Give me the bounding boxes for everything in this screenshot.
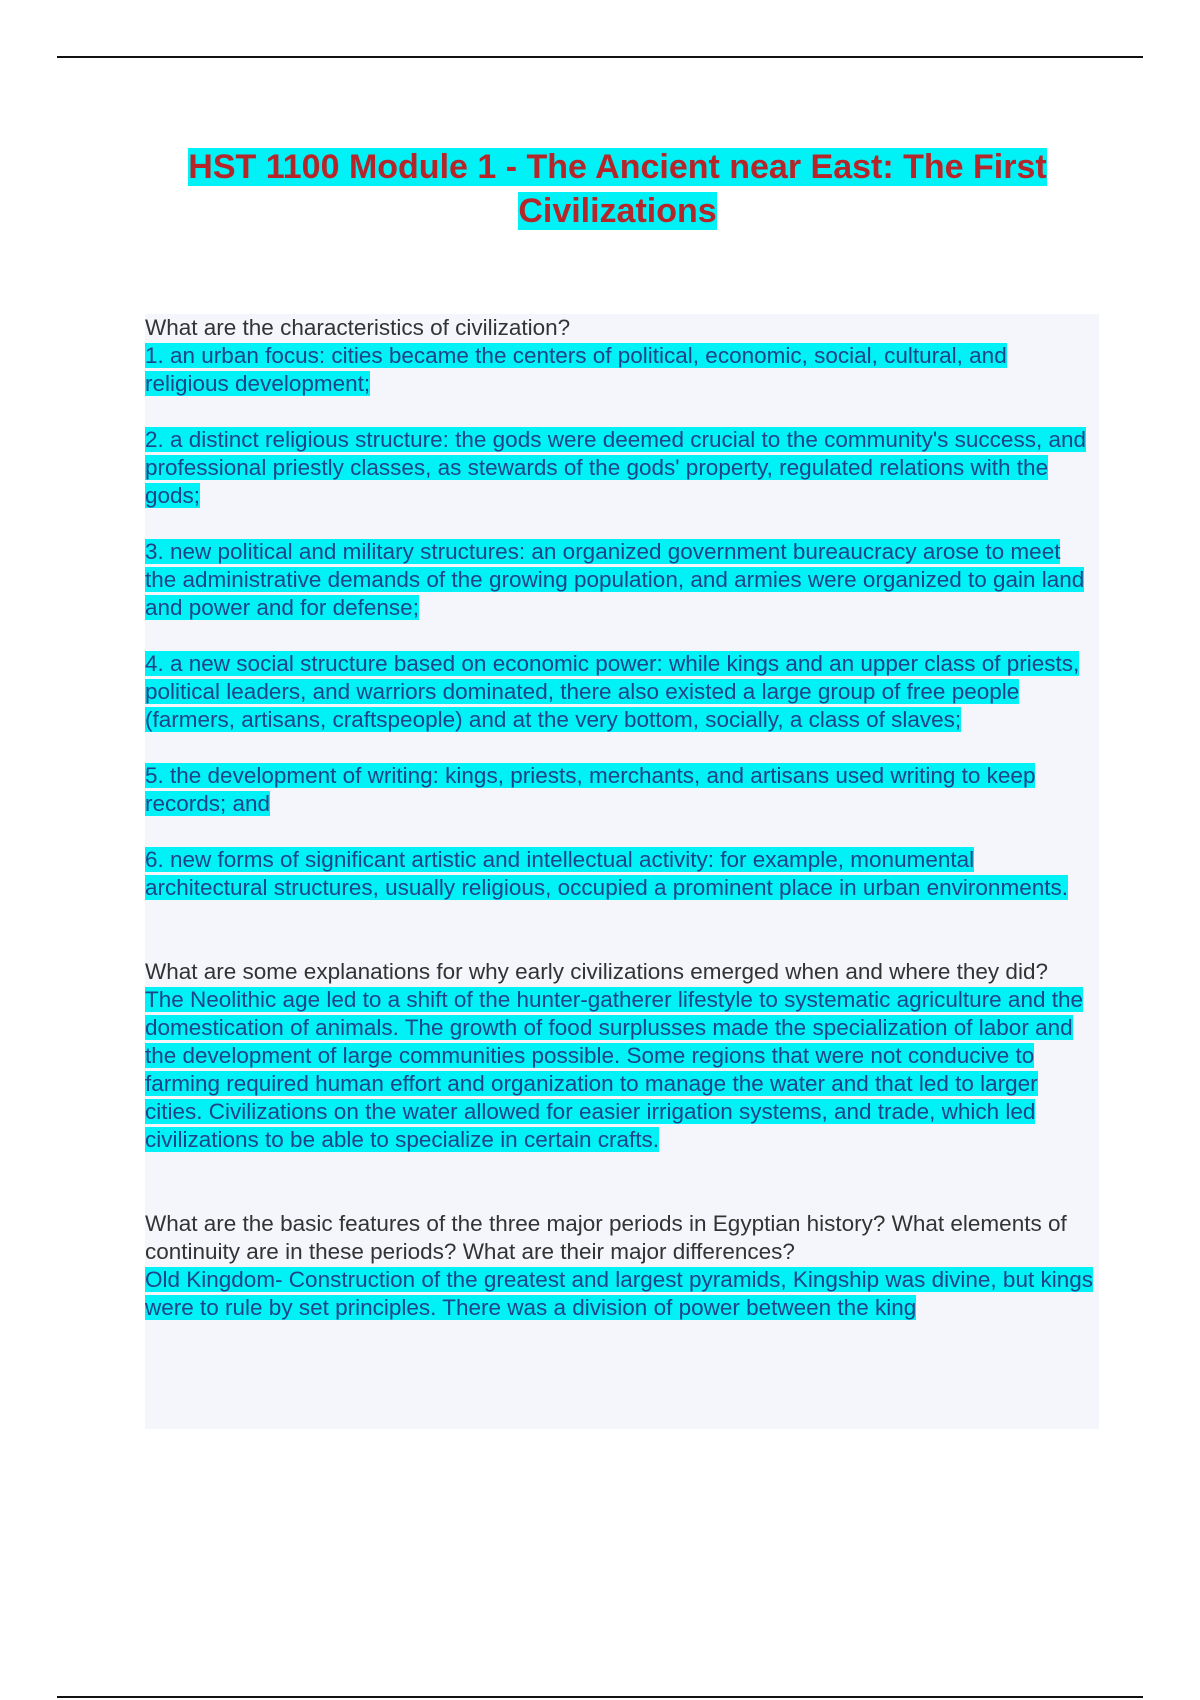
answer-1-6 <box>145 846 1093 902</box>
answer-text: 2. a distinct religious structure: the gods were deemed crucial to the community's success, and professional priestly classes, as stewards of the gods' property, regulated relations with the gods; <box>145 427 1086 508</box>
answer-2-1 <box>145 986 1093 1154</box>
bottom-rule <box>57 1696 1143 1698</box>
document-body <box>145 314 1099 1429</box>
question-1: What are the characteristics of civilization? <box>145 315 571 340</box>
answer-1-4 <box>145 650 1093 734</box>
document-title <box>100 145 1135 233</box>
answer-text: Old Kingdom- Construction of the greatest and largest pyramids, Kingship was divine, but kings were to rule by set principles. There was a division of power between the king <box>145 1267 1093 1320</box>
answer-1-5 <box>145 762 1093 818</box>
question-2: What are some explanations for why early civilizations emerged when and where they did? <box>145 959 1048 984</box>
answer-text: 3. new political and military structures: an organized government bureaucracy arose to meet the administrative demands of the growing population, and armies were organized to gain land and power and for defense; <box>145 539 1085 620</box>
question-3: What are the basic features of the three major periods in Egyptian history? What elements of continuity are in these periods? What are their major differences? <box>145 1211 1067 1264</box>
answer-text: 1. an urban focus: cities became the centers of political, economic, social, cultural, and religious development; <box>145 343 1007 396</box>
answer-1-3 <box>145 538 1093 622</box>
answer-3-1 <box>145 1266 1093 1322</box>
answer-text: 6. new forms of significant artistic and intellectual activity: for example, monumental architectural structures, usually religious, occupied a prominent place in urban environments. <box>145 847 1068 900</box>
answer-1-2 <box>145 426 1093 510</box>
answer-1-1 <box>145 342 1093 398</box>
top-rule <box>57 56 1143 58</box>
answer-text: The Neolithic age led to a shift of the hunter-gatherer lifestyle to systematic agriculture and the domestication of animals. The growth of food surplusses made the specialization of labor and the development of large communities possible. Some regions that were not conducive to farming required human effort and organization to manage the water and that led to larger cities. Civilizations on the water allowed for easier irrigation systems, and trade, which led civilizations to be able to specialize in certain crafts. <box>145 987 1084 1152</box>
answer-text: 4. a new social structure based on economic power: while kings and an upper class of priests, political leaders, and warriors dominated, there also existed a large group of free people (farmers, artisans, craftspeople) and at the very bottom, socially, a class of slaves; <box>145 651 1080 732</box>
answer-text: 5. the development of writing: kings, priests, merchants, and artisans used writing to keep records; and <box>145 763 1036 816</box>
document-title-text: HST 1100 Module 1 - The Ancient near East: The First Civilizations <box>188 148 1047 230</box>
